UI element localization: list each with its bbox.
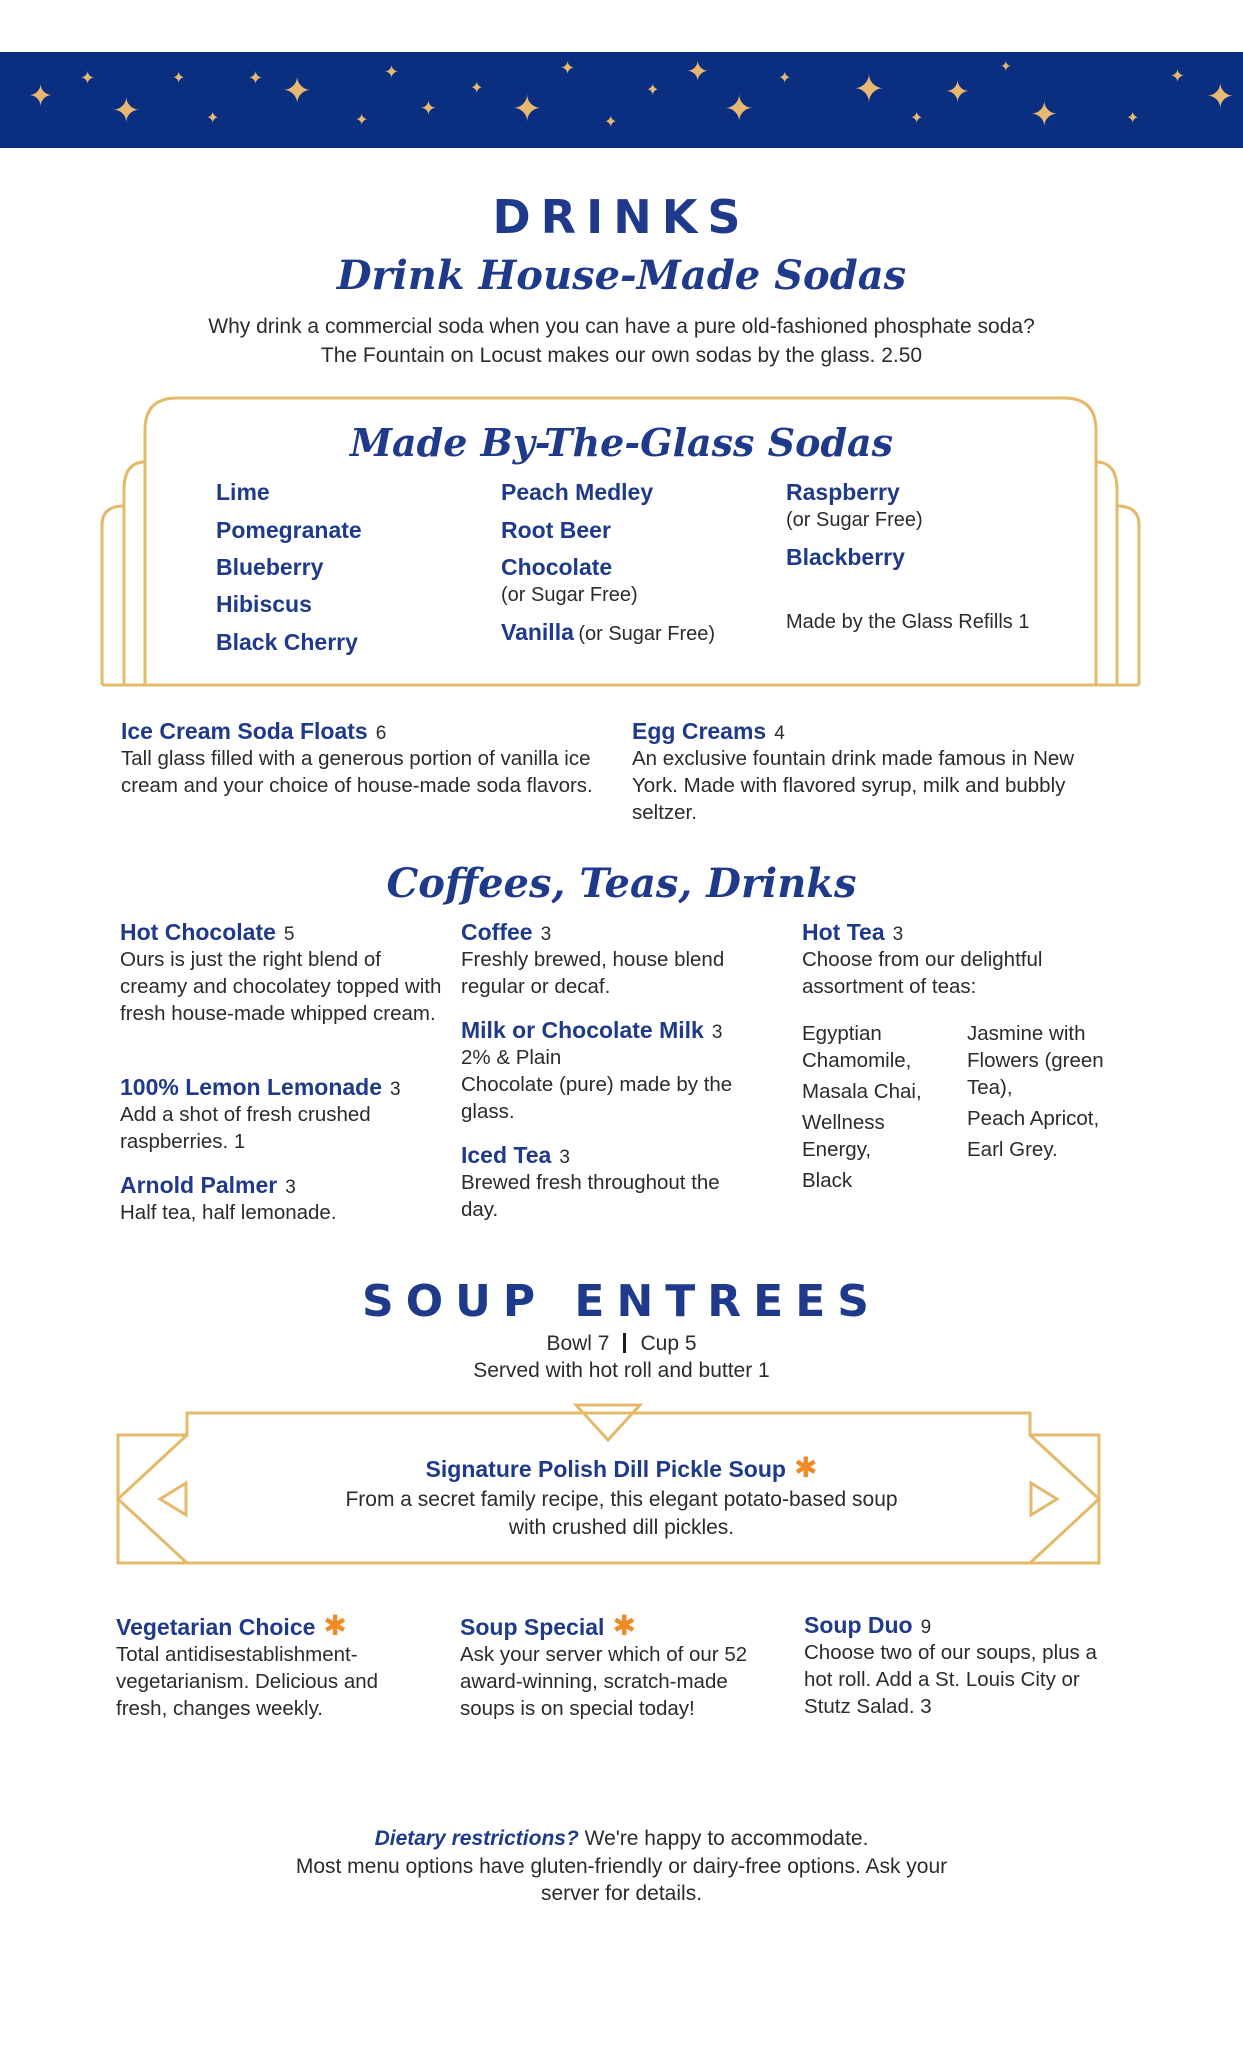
dietary-line3: server for details. xyxy=(540,1882,703,1905)
dietary-lead: Dietary restrictions? xyxy=(374,1827,579,1850)
coffee-item xyxy=(461,919,761,1000)
soda-flavor: Pomegranate xyxy=(216,517,362,543)
tea-list-right xyxy=(967,1020,1127,1163)
star-icon: ✦ xyxy=(384,62,400,83)
star-icon: ✦ xyxy=(282,71,313,112)
star-icon: ✦ xyxy=(910,108,924,127)
egg-creams-item xyxy=(632,718,1102,826)
sodas-title: Drink House-Made Sodas xyxy=(336,252,907,299)
signature-soup-desc: From a secret family recipe, this elegant potato-based soup xyxy=(345,1488,898,1511)
item-price: 3 xyxy=(390,1079,401,1100)
star-icon: ✦ xyxy=(80,68,96,89)
star-icon: ✦ xyxy=(686,55,710,88)
item-title: Coffee xyxy=(461,919,533,945)
item-title: Iced Tea xyxy=(461,1142,552,1168)
item-title: Soup Special xyxy=(460,1614,605,1640)
drinks-heading: DRINKS xyxy=(492,190,751,244)
sodas-intro-line1: Why drink a commercial soda when you can have a pure old-fashioned phosphate soda? xyxy=(208,315,1035,338)
soda-flavor: Hibiscus xyxy=(216,591,312,617)
cup-price: Cup 5 xyxy=(640,1332,697,1355)
star-icon: ✦ xyxy=(206,108,220,127)
soda-flavor: Blueberry xyxy=(216,554,324,580)
soda-flavor: Root Beer xyxy=(501,517,611,543)
asterisk-icon: ✱ xyxy=(612,1609,636,1642)
soup-sizes xyxy=(0,1329,1243,1358)
soup-heading: SOUP ENTREES xyxy=(362,1276,881,1327)
star-icon: ✦ xyxy=(28,79,54,114)
asterisk-icon: ✱ xyxy=(793,1451,818,1484)
soda-flavor: Black Cherry xyxy=(216,629,358,655)
item-desc: Choose from our delightful assortment of teas: xyxy=(802,948,1043,998)
milk-item xyxy=(461,1017,771,1125)
soup-served: Served with hot roll and butter 1 xyxy=(473,1359,770,1382)
star-banner xyxy=(0,52,1243,148)
soup-duo-item xyxy=(804,1612,1124,1720)
bowl-price: Bowl 7 xyxy=(546,1332,610,1355)
star-icon: ✦ xyxy=(112,91,141,131)
iced-tea-item xyxy=(461,1142,761,1223)
star-icon: ✦ xyxy=(1170,66,1186,87)
item-price: 6 xyxy=(375,723,387,744)
item-desc: Half tea, half lemonade. xyxy=(120,1201,337,1224)
item-price: 9 xyxy=(920,1617,932,1638)
soda-flavor: Vanilla xyxy=(501,619,574,645)
soda-flavor: Peach Medley xyxy=(501,479,654,505)
item-title: Soup Duo xyxy=(804,1612,913,1638)
signature-soup-title-row xyxy=(0,1451,1243,1484)
star-icon: ✦ xyxy=(470,78,484,97)
star-icon: ✦ xyxy=(172,68,186,87)
item-desc: Ours is just the right blend of creamy and chocolatey topped with fresh house-made whipped cream. xyxy=(120,948,442,1025)
item-title: 100% Lemon Lemonade xyxy=(120,1074,383,1100)
star-icon: ✦ xyxy=(248,68,264,89)
soup-special-item xyxy=(460,1609,780,1722)
dietary-line1 xyxy=(0,1824,1243,1853)
sodas-intro-line2: The Fountain on Locust makes our own sodas by the glass. 2.50 xyxy=(320,344,923,367)
item-desc: An exclusive fountain drink made famous in New York. Made with flavored syrup, milk and bubbly seltzer. xyxy=(632,747,1075,824)
star-icon: ✦ xyxy=(420,96,437,120)
item-title: Hot Chocolate xyxy=(120,919,276,945)
item-desc: Chocolate (pure) made by the glass. xyxy=(461,1073,733,1123)
item-desc: Brewed fresh throughout the day. xyxy=(461,1171,720,1221)
lemonade-item xyxy=(120,1074,445,1155)
item-price: 3 xyxy=(892,924,904,945)
soda-note: (or Sugar Free) xyxy=(578,623,716,645)
item-desc: Choose two of our soups, plus a hot roll. Add a St. Louis City or Stutz Salad. 3 xyxy=(804,1641,1097,1718)
tea-name: Earl Grey. xyxy=(967,1138,1058,1161)
item-desc: Tall glass filled with a generous portion of vanilla ice cream and your choice of house-made soda flavors. xyxy=(121,747,593,797)
item-price: 3 xyxy=(711,1022,723,1043)
item-title: Ice Cream Soda Floats xyxy=(121,718,368,744)
refills-note: Made by the Glass Refills 1 xyxy=(786,611,1030,633)
hot-chocolate-item xyxy=(120,919,445,1027)
star-icon: ✦ xyxy=(604,112,618,131)
signature-soup-title: Signature Polish Dill Pickle Soup xyxy=(425,1456,786,1482)
star-icon: ✦ xyxy=(355,110,369,129)
tea-list-left xyxy=(802,1020,952,1194)
star-icon: ✦ xyxy=(724,89,755,130)
star-icon: ✦ xyxy=(1126,108,1140,127)
asterisk-icon: ✱ xyxy=(323,1609,347,1642)
item-price: 4 xyxy=(774,723,785,744)
item-title: Egg Creams xyxy=(632,718,767,744)
hot-tea-item xyxy=(802,919,1122,1000)
soda-flavor: Lime xyxy=(216,479,270,505)
tea-name: Peach Apricot, xyxy=(967,1107,1100,1130)
star-icon: ✦ xyxy=(646,80,660,99)
soda-note: (or Sugar Free) xyxy=(501,584,638,606)
item-title: Vegetarian Choice xyxy=(116,1614,316,1640)
item-desc: 2% & Plain xyxy=(461,1046,562,1069)
vanilla-row xyxy=(501,617,715,651)
item-price: 3 xyxy=(540,924,552,945)
tea-name: Jasmine with Flowers (green Tea), xyxy=(967,1022,1104,1099)
item-title: Hot Tea xyxy=(802,919,885,945)
item-price: 5 xyxy=(283,924,295,945)
dietary-line2: Most menu options have gluten-friendly or dairy-free options. Ask your xyxy=(295,1855,948,1878)
tea-name: Wellness Energy, xyxy=(802,1111,885,1161)
item-desc: Add a shot of fresh crushed raspberries. 1 xyxy=(120,1103,371,1153)
star-icon: ✦ xyxy=(945,75,971,110)
item-title: Milk or Chocolate Milk xyxy=(461,1017,704,1043)
item-desc: Freshly brewed, house blend regular or decaf. xyxy=(461,948,725,998)
item-title: Arnold Palmer xyxy=(120,1172,278,1198)
dietary-text: We're happy to accommodate. xyxy=(578,1827,869,1850)
item-price: 3 xyxy=(559,1147,570,1168)
soda-flavor: Blackberry xyxy=(786,544,905,570)
tea-name: Masala Chai, xyxy=(802,1080,922,1103)
star-icon: ✦ xyxy=(560,58,576,79)
star-icon: ✦ xyxy=(778,68,792,87)
vegetarian-item xyxy=(116,1609,416,1722)
soda-flavor: Chocolate xyxy=(501,554,613,580)
item-desc: Total antidisestablishment-vegetarianism. Delicious and fresh, changes weekly. xyxy=(116,1643,379,1720)
arnold-palmer-item xyxy=(120,1172,445,1226)
star-icon: ✦ xyxy=(1030,95,1059,135)
tea-name: Egyptian Chamomile, xyxy=(802,1022,912,1072)
star-icon: ✦ xyxy=(1000,59,1012,75)
coffees-title: Coffees, Teas, Drinks xyxy=(386,860,857,907)
tea-name: Black xyxy=(802,1169,853,1192)
star-icon: ✦ xyxy=(1206,77,1235,117)
signature-soup-desc: with crushed dill pickles. xyxy=(508,1516,735,1539)
soda-flavor: Raspberry xyxy=(786,479,900,505)
glass-sodas-title: Made By-The-Glass Sodas xyxy=(349,420,894,465)
floats-item xyxy=(121,718,601,799)
star-icon: ✦ xyxy=(512,89,543,130)
item-desc: Ask your server which of our 52 award-winning, scratch-made soups is on special today! xyxy=(460,1643,748,1720)
star-icon: ✦ xyxy=(853,67,885,111)
soda-note: (or Sugar Free) xyxy=(786,509,923,531)
item-price: 3 xyxy=(285,1177,296,1198)
divider xyxy=(623,1333,626,1353)
